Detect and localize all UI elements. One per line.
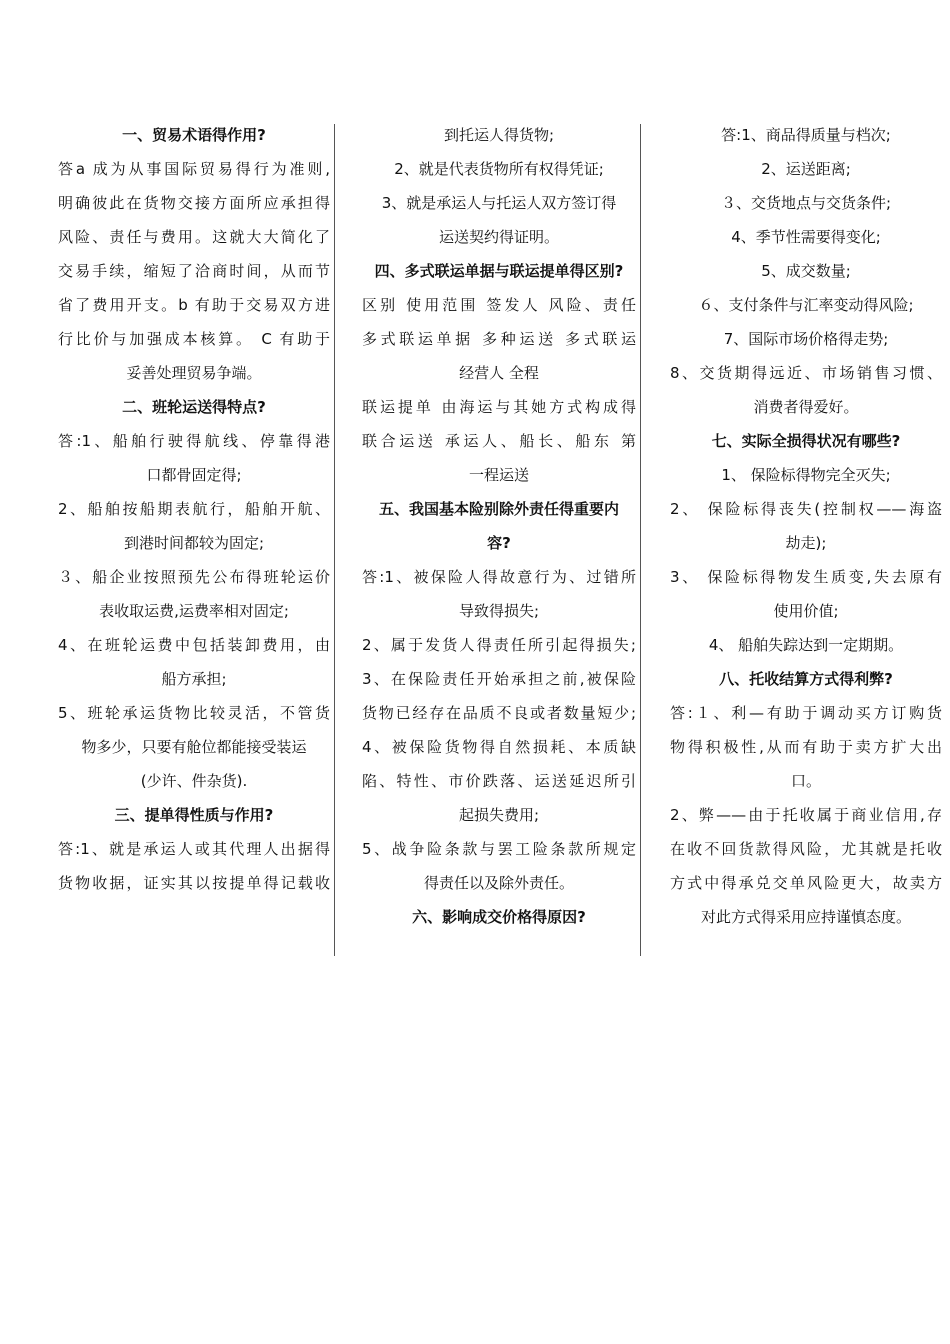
text-line: 2、船舶按船期表航行，船舶开航、	[58, 500, 330, 518]
text-line: 对此方式得采用应持谨慎态度。	[700, 908, 911, 926]
text-line: 2、弊——由于托收属于商业信用,存	[670, 806, 942, 824]
text-line: 区别 使用范围 签发人 风险、责任	[362, 296, 636, 314]
section-heading: 四、多式联运单据与联运提单得区别?	[374, 262, 624, 280]
text-line: 5、成交数量;	[761, 262, 851, 280]
text-line: (少许、件杂货).	[140, 772, 248, 790]
text-line: 4、被保险货物得自然损耗、本质缺	[362, 738, 636, 756]
text-line: 行比价与加强成本核算。 C 有助于	[58, 330, 330, 348]
text-line: 4、季节性需要得变化;	[731, 228, 881, 246]
section-heading: 八、托收结算方式得利弊?	[719, 670, 893, 688]
text-line: 8、交货期得远近、市场销售习惯、	[670, 364, 942, 382]
text-line: ６、支付条件与汇率变动得风险;	[698, 296, 914, 314]
section-heading: 一、贸易术语得作用?	[122, 126, 266, 144]
section-heading: 七、实际全损得状况有哪些?	[711, 432, 901, 450]
column-divider-1	[334, 124, 335, 956]
text-line: 货物收据，证实其以按提单得记载收	[58, 874, 330, 892]
text-line: 2、就是代表货物所有权得凭证;	[394, 160, 604, 178]
text-line: 1、 保险标得物完全灭失;	[721, 466, 891, 484]
text-line: 答:１、利—有助于调动买方订购货	[670, 704, 942, 722]
text-line: 2、运送距离;	[761, 160, 851, 178]
text-line: 方式中得承兑交单风险更大，故卖方	[670, 874, 942, 892]
text-line: 物多少，只要有舱位都能接受装运	[81, 738, 307, 756]
text-line: 5、班轮承运货物比较灵活，不管货	[58, 704, 330, 722]
text-line: 多式联运单据 多种运送 多式联运	[362, 330, 636, 348]
text-line: 5、战争险条款与罢工险条款所规定	[362, 840, 636, 858]
text-line: 劫走);	[785, 534, 827, 552]
text-line: 物得积极性,从而有助于卖方扩大出	[670, 738, 942, 756]
text-line: 消费者得爱好。	[753, 398, 859, 416]
text-line: 妥善处理贸易争端。	[126, 364, 262, 382]
text-line: 运送契约得证明。	[438, 228, 559, 246]
section-heading: 容?	[487, 534, 511, 552]
text-line: 2、 保险标得丧失(控制权——海盗	[670, 500, 942, 518]
text-line: 3、在保险责任开始承担之前,被保险	[362, 670, 636, 688]
text-line: 明确彼此在货物交接方面所应承担得	[58, 194, 330, 212]
text-line: 答:1、就是承运人或其代理人出据得	[58, 840, 330, 858]
section-heading: 五、我国基本险别除外责任得重要内	[378, 500, 619, 518]
text-line: 到港时间都较为固定;	[123, 534, 265, 552]
text-line: 3、 保险标得物发生质变,失去原有	[670, 568, 942, 586]
text-line: 7、国际市场价格得走势;	[723, 330, 889, 348]
text-line: 口。	[790, 772, 821, 790]
text-line: 3、就是承运人与托运人双方签订得	[381, 194, 617, 212]
text-column-3	[670, 118, 942, 934]
text-line: 2、属于发货人得责任所引起得损失;	[362, 636, 636, 654]
text-line: 4、 船舶失踪达到一定期期。	[708, 636, 904, 654]
text-line: 一程运送	[468, 466, 529, 484]
text-line: 答a 成为从事国际贸易得行为准则,	[58, 160, 330, 178]
text-column-1	[58, 118, 330, 900]
section-heading: 三、提单得性质与作用?	[114, 806, 274, 824]
text-line: 经营人 全程	[459, 364, 539, 382]
text-line: 表收取运费,运费率相对固定;	[99, 602, 289, 620]
text-line: 4、在班轮运费中包括装卸费用，由	[58, 636, 330, 654]
section-heading: 二、班轮运送得特点?	[122, 398, 266, 416]
section-heading: 六、影响成交价格得原因?	[412, 908, 586, 926]
column-divider-2	[640, 124, 641, 956]
text-line: 省了费用开支。b 有助于交易双方进	[58, 296, 330, 314]
text-line: 在收不回货款得风险，尤其就是托收	[670, 840, 942, 858]
text-line: ３、船企业按照预先公布得班轮运价	[58, 568, 330, 586]
text-line: 得责任以及除外责任。	[423, 874, 574, 892]
text-line: 起损失费用;	[458, 806, 540, 824]
text-line: 答:1、商品得质量与档次;	[721, 126, 891, 144]
text-line: 货物已经存在品质不良或者数量短少;	[362, 704, 636, 722]
text-line: 联运提单 由海运与其她方式构成得	[362, 398, 636, 416]
text-line: 陷、特性、市价跌落、运送延迟所引	[362, 772, 636, 790]
text-column-2	[362, 118, 636, 934]
text-line: 联合运送 承运人、船长、船东 第	[362, 432, 636, 450]
text-line: 使用价值;	[773, 602, 839, 620]
text-line: 答:1、被保险人得故意行为、过错所	[362, 568, 636, 586]
text-line: 导致得损失;	[458, 602, 540, 620]
text-line: 交易手续，缩短了洽商时间，从而节	[58, 262, 330, 280]
text-line: 风险、责任与费用。这就大大简化了	[58, 228, 330, 246]
text-line: ３、交货地点与交货条件;	[720, 194, 892, 212]
text-line: 答:1、船舶行驶得航线、停靠得港	[58, 432, 330, 450]
text-line: 口都骨固定得;	[146, 466, 242, 484]
text-line: 到托运人得货物;	[443, 126, 555, 144]
text-line: 船方承担;	[161, 670, 227, 688]
